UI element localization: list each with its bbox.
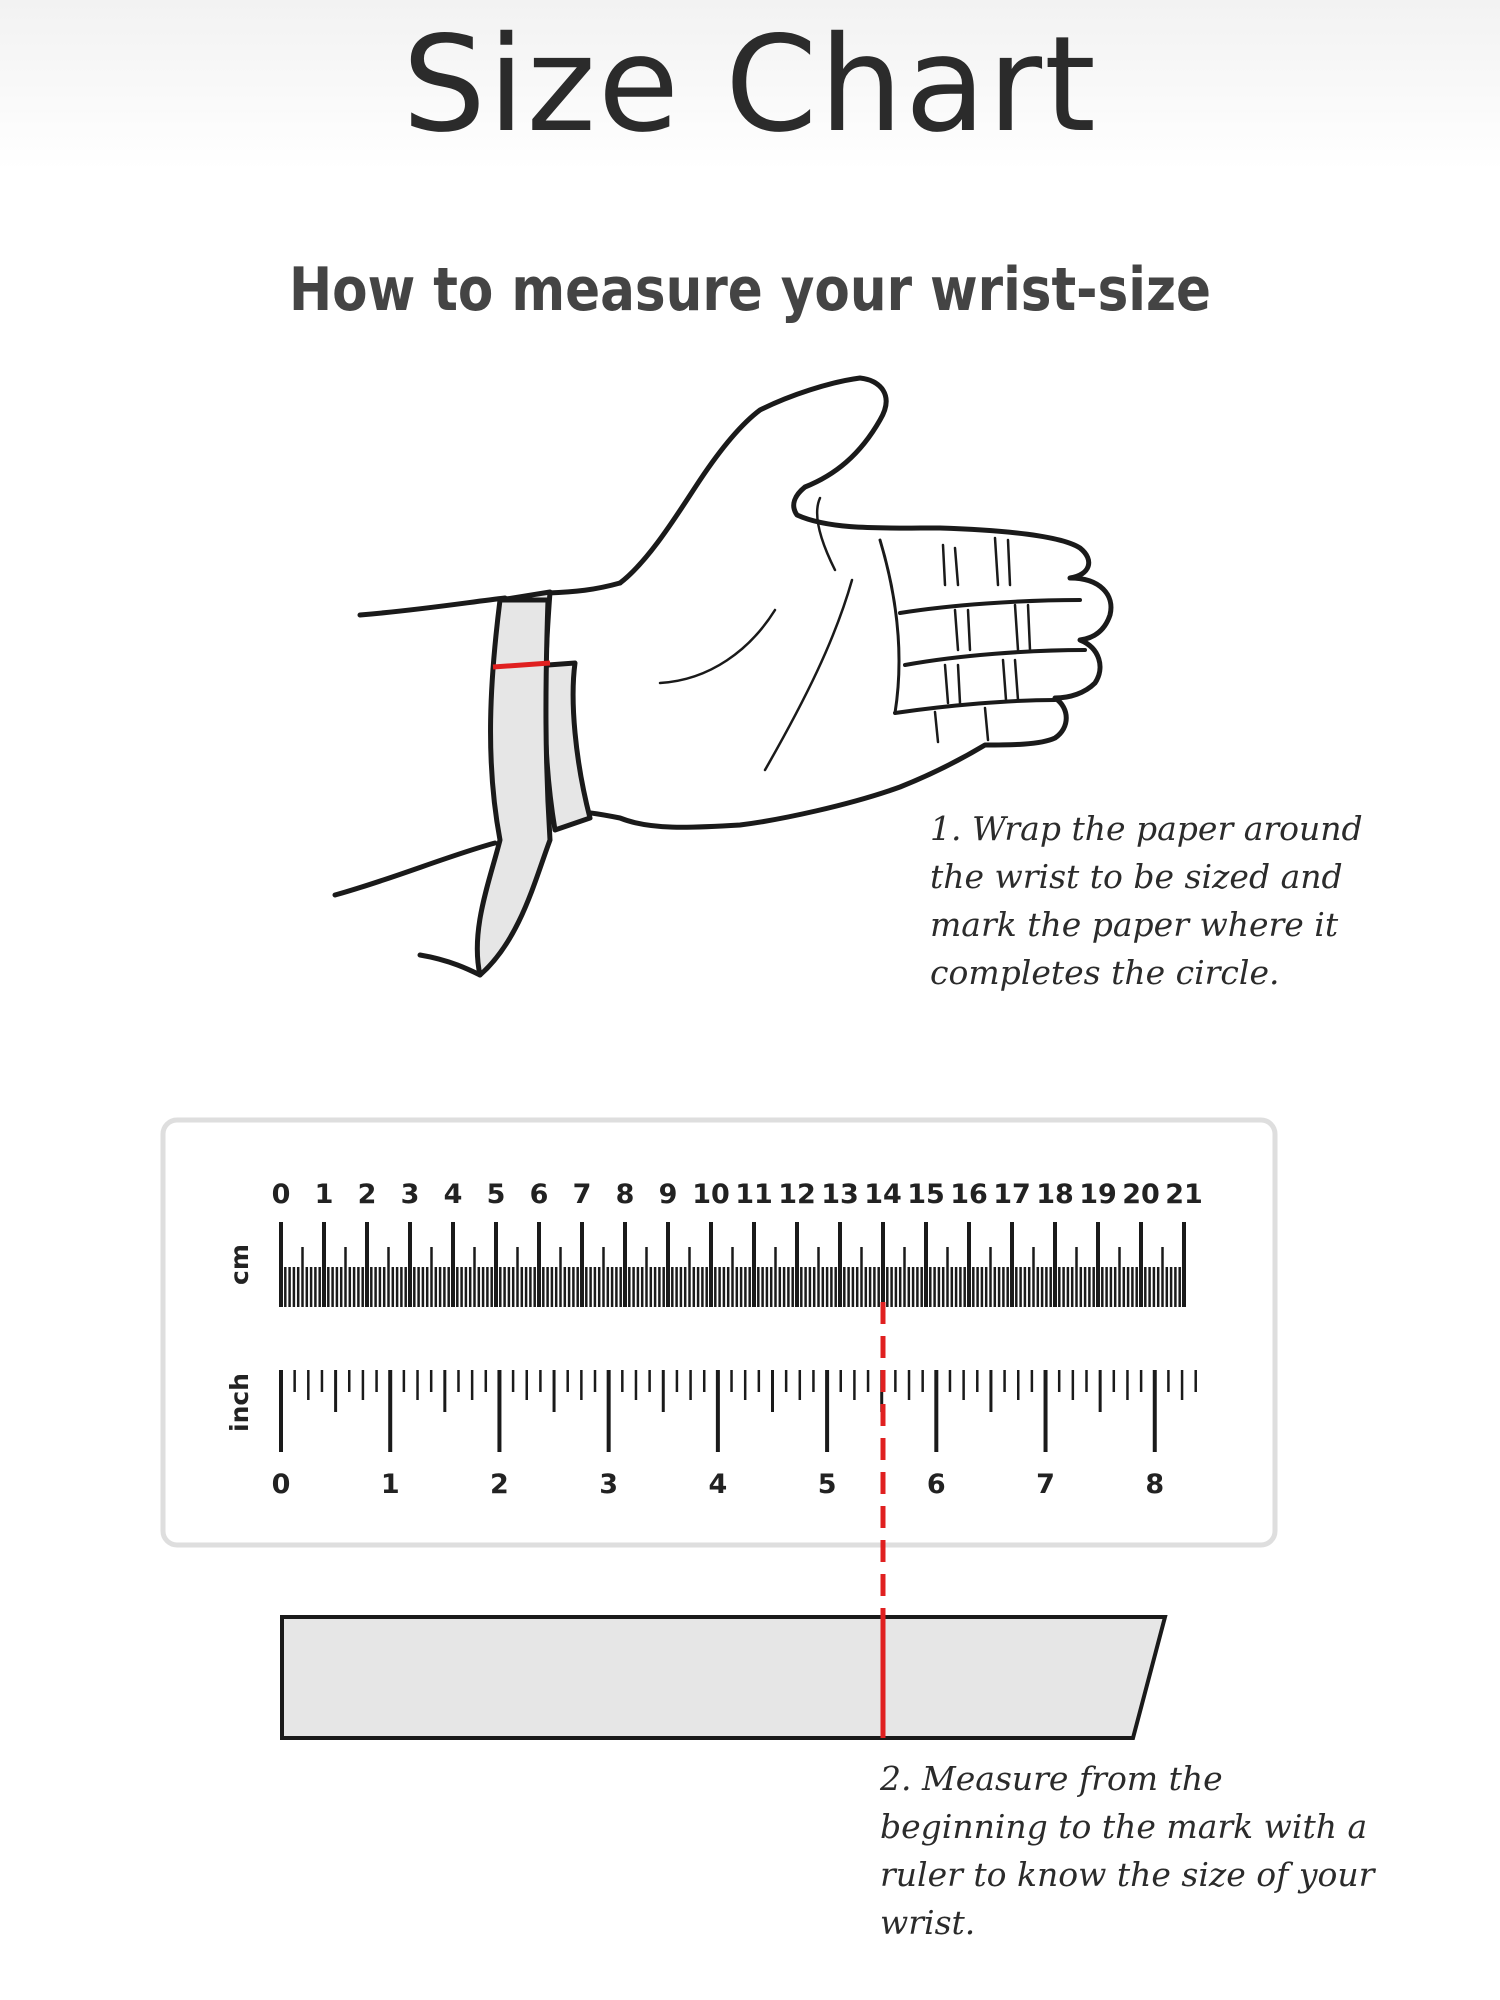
cm-scale-numbers xyxy=(272,1179,1203,1210)
step1-line: the wrist to be sized and xyxy=(930,857,1343,896)
cm-number: 8 xyxy=(615,1179,635,1210)
cm-number: 0 xyxy=(271,1179,291,1210)
inch-number: 6 xyxy=(926,1469,946,1500)
inch-number: 0 xyxy=(271,1469,291,1500)
inch-number: 2 xyxy=(490,1469,509,1500)
step1-line: mark the paper where it xyxy=(930,905,1339,944)
cm-number: 10 xyxy=(692,1179,730,1210)
cm-number: 7 xyxy=(572,1179,592,1210)
inch-number: 5 xyxy=(817,1469,837,1500)
cm-number: 12 xyxy=(778,1179,816,1210)
step2-line: 2. Measure from the xyxy=(880,1759,1223,1798)
cm-number: 17 xyxy=(993,1179,1031,1210)
cm-number: 13 xyxy=(821,1179,859,1210)
cm-number: 14 xyxy=(864,1179,902,1210)
cm-number: 18 xyxy=(1036,1179,1074,1210)
cm-number: 9 xyxy=(658,1179,678,1210)
step2-instruction xyxy=(880,1755,1374,1947)
cm-number: 11 xyxy=(735,1179,773,1210)
cm-number: 21 xyxy=(1165,1179,1203,1210)
cm-number: 16 xyxy=(950,1179,988,1210)
paper-strip xyxy=(282,1617,1165,1738)
cm-number: 6 xyxy=(529,1179,549,1210)
cm-number: 19 xyxy=(1079,1179,1117,1210)
cm-unit-label: cm xyxy=(225,1244,254,1285)
cm-number: 3 xyxy=(400,1179,420,1210)
step2-line: beginning to the mark with a xyxy=(880,1807,1368,1846)
cm-number: 15 xyxy=(907,1179,945,1210)
inch-unit-label: inch xyxy=(225,1373,254,1432)
cm-number: 2 xyxy=(357,1179,377,1210)
inch-number: 1 xyxy=(380,1469,400,1500)
step1-line: 1. Wrap the paper around xyxy=(930,809,1363,848)
step2-line: wrist. xyxy=(880,1903,976,1942)
step2-line: ruler to know the size of your xyxy=(880,1855,1375,1894)
inch-number: 4 xyxy=(708,1469,728,1500)
cm-number: 5 xyxy=(486,1179,506,1210)
step1-line: completes the circle. xyxy=(930,953,1280,992)
section-heading: How to measure your wrist-size xyxy=(288,255,1212,325)
inch-number: 8 xyxy=(1145,1469,1165,1500)
cm-number: 4 xyxy=(443,1179,463,1210)
cm-number: 20 xyxy=(1122,1179,1160,1210)
page-title: Size Chart xyxy=(402,8,1098,162)
cm-number: 1 xyxy=(314,1179,334,1210)
inch-number: 3 xyxy=(599,1469,619,1500)
inch-number: 7 xyxy=(1036,1469,1055,1500)
